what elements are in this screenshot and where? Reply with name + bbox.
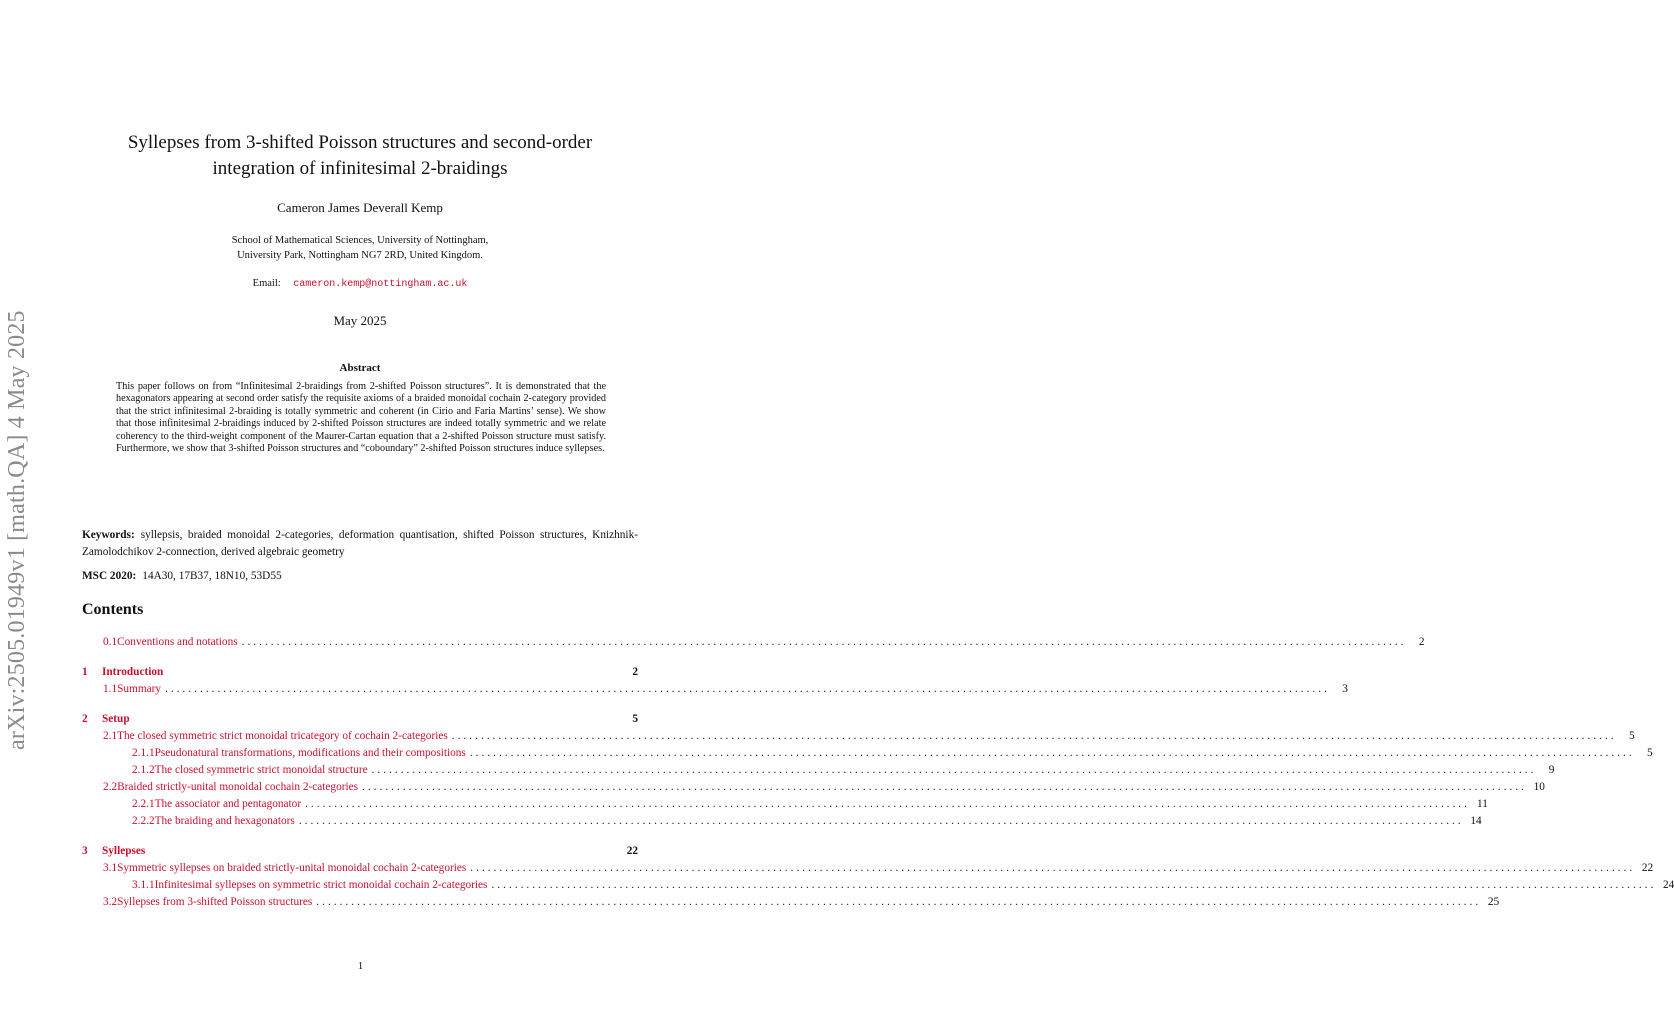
affiliation [82,233,638,263]
toc-entry[interactable] [82,894,1500,911]
affiliation-line-1: School of Mathematical Sciences, University of Nottingham, [231,235,489,246]
keywords-label: Keywords: [82,529,135,541]
toc-leader-dots: ........................................................................................................................................................................................................ [362,781,1527,793]
toc-entry-page[interactable]: 3 [1342,683,1348,695]
toc-leader-dots: ........................................................................................................................................................................................................ [469,747,1635,759]
arxiv-id: arXiv:2505.01949v1 [math.QA] 4 May 2025 [4,310,30,750]
toc-entry-page[interactable]: 25 [1487,896,1500,908]
toc-leader-dots: ........................................................................................................................................................................................................ [451,730,1617,742]
toc-entry[interactable] [82,779,1545,796]
email-label: Email: [252,278,281,289]
toc-entry-page[interactable]: 9 [1548,764,1555,776]
toc-entry-number[interactable]: 0.1 [103,636,118,648]
toc-entry[interactable] [82,813,1482,830]
toc-entry-page[interactable]: 2 [632,666,638,678]
contents-heading: Contents [82,601,144,618]
toc-entry-number[interactable]: 2.1.1 [132,747,155,759]
toc-entry-label[interactable]: Infinitesimal syllepses on symmetric strict monoidal cochain 2-categories [154,879,488,891]
toc-entry[interactable] [82,860,1654,877]
toc-entry-page[interactable]: 14 [1470,815,1482,827]
toc-leader-dots: ........................................................................................................................................................................................................ [371,764,1537,776]
toc-entry-label[interactable]: Setup [102,713,130,725]
toc-entry-label[interactable]: Summary [117,683,162,695]
toc-entry-number[interactable]: 2.1.2 [132,764,155,776]
page-number: 1 [357,960,364,972]
abstract-heading: Abstract [339,362,381,374]
toc-leader-dots: ........................................................................................................................................................................................................ [316,896,1482,908]
toc-entry-label[interactable]: Conventions and notations [117,636,238,648]
msc-text: 14A30, 17B37, 18N10, 53D55 [142,570,282,582]
email-line [82,278,638,290]
paper-title [82,130,638,182]
toc-entry-label[interactable]: The closed symmetric strict monoidal tricategory of cochain 2-categories [117,730,448,742]
msc [82,570,638,582]
toc-entry-number[interactable]: 1.1 [103,683,118,695]
abstract-text: This paper follows on from “Infinitesimal 2-braidings from 2-shifted Poisson structures”. It is demonstrated that the hexagonators appearing at second order satisfy the requisite axioms of a braided monoidal cochain 2-category provided that the strict infinitesimal 2-braiding is totally symmetric and coherent (in Cirio and Faria Martins’ sense). We show that those infinitesimal 2-braidings induced by 2-shifted Poisson structures are indeed totally symmetric and we relate coherency to the third-weight component of the Maurer-Cartan equation that a 2-shifted Poisson structure must satisfy. Furthermore, we show that 3-shifted Poisson structures and “coboundary” 2-shifted Poisson structures induce syllepses. [116,381,606,455]
toc-entry-label[interactable]: The braiding and hexagonators [154,815,295,827]
email-link[interactable]: cameron.kemp@nottingham.ac.uk [293,279,468,290]
toc-entry-number[interactable]: 3.2 [103,896,118,908]
toc-leader-dots: ........................................................................................................................................................................................................ [241,636,1407,648]
toc-entry-label[interactable]: Pseudonatural transformations, modifications and their compositions [154,747,466,759]
toc-entry-label[interactable]: The associator and pentagonator [154,798,302,810]
toc-entry-page[interactable]: 24 [1663,879,1674,891]
toc-entry[interactable] [82,796,1488,813]
toc-leader-dots: ........................................................................................................................................................................................................ [298,815,1464,827]
toc-entry-number[interactable]: 3 [82,845,88,857]
toc-entry-page[interactable]: 22 [626,845,638,857]
toc-entry[interactable] [82,745,1653,762]
title-line-2: integration of infinitesimal 2-braidings [212,158,508,179]
toc-entry-number[interactable]: 2.1 [103,730,118,742]
toc-entry[interactable] [82,762,1555,779]
toc-entry-page[interactable]: 11 [1477,798,1488,810]
toc-entry-number[interactable]: 2 [82,713,88,725]
toc-entry-page[interactable]: 5 [1647,747,1653,759]
toc-entry[interactable] [82,877,1674,894]
toc-leader-dots: ........................................................................................................................................................................................................ [305,798,1470,810]
toc-entry[interactable] [82,728,1635,745]
keywords [82,527,638,561]
toc-entry-label[interactable]: Symmetric syllepses on braided strictly-unital monoidal cochain 2-categories [117,862,467,874]
toc-entry-page[interactable]: 22 [1641,862,1654,874]
toc-entry[interactable] [82,711,638,728]
toc-leader-dots: ........................................................................................................................................................................................................ [470,862,1636,874]
toc-entry-label[interactable]: Syllepses [102,845,146,857]
affiliation-line-2: University Park, Nottingham NG7 2RD, United Kingdom. [237,250,483,261]
toc-entry[interactable] [82,634,1425,651]
toc-entry-page[interactable]: 10 [1533,781,1545,793]
keywords-text: syllepsis, braided monoidal 2-categories, deformation quantisation, shifted Poisson structures, Knizhnik-Zamolodchikov 2-connection, derived algebraic geometry [82,529,638,558]
toc-entry-label[interactable]: Syllepses from 3-shifted Poisson structures [117,896,313,908]
toc-entry-label[interactable]: Braided strictly-unital monoidal cochain 2-categories [117,781,359,793]
toc-entry-page[interactable]: 5 [1628,730,1635,742]
toc-entry-label[interactable]: The closed symmetric strict monoidal structure [154,764,368,776]
toc-entry-number[interactable]: 3.1 [103,862,118,874]
toc-entry[interactable] [82,664,638,681]
toc-entry-number[interactable]: 3.1.1 [132,879,155,891]
msc-label: MSC 2020: [82,570,137,582]
toc-entry[interactable] [82,843,638,860]
toc-leader-dots: ........................................................................................................................................................................................................ [491,879,1657,891]
toc-leader-dots: ........................................................................................................................................................................................................ [165,683,1330,695]
title-line-1: Syllepses from 3-shifted Poisson structures and second-order [127,132,593,153]
toc-entry-label[interactable]: Introduction [102,666,164,678]
toc-entry-page[interactable]: 2 [1418,636,1425,648]
toc-entry[interactable] [82,681,1348,698]
toc-entry-number[interactable]: 2.2.1 [132,798,155,810]
toc-entry-number[interactable]: 2.2.2 [132,815,155,827]
toc-entry-page[interactable]: 5 [632,713,638,725]
toc-entry-number[interactable]: 2.2 [103,781,118,793]
date: May 2025 [333,313,387,328]
author: Cameron James Deverall Kemp [277,200,443,215]
toc-entry-number[interactable]: 1 [82,666,88,678]
